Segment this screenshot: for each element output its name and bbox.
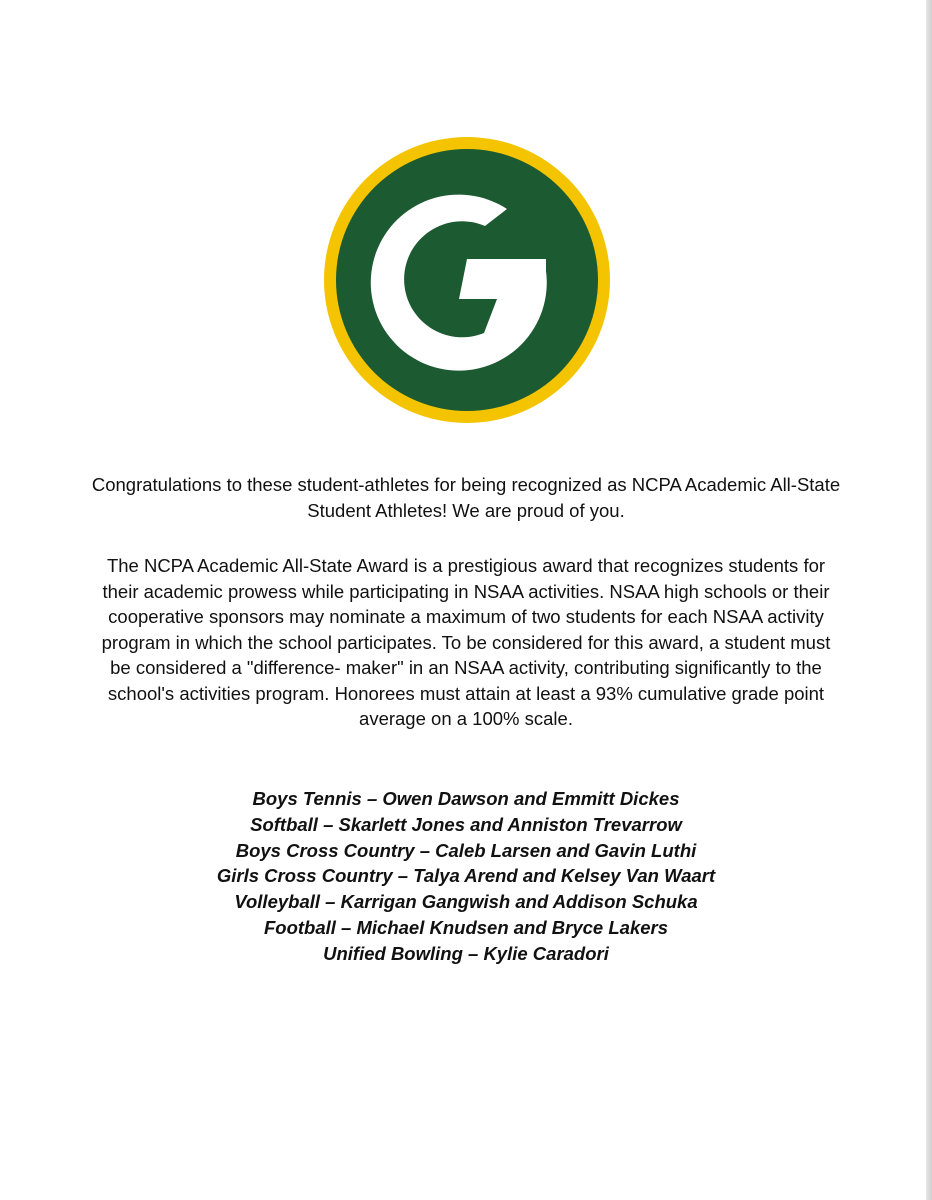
g-logo-icon (324, 137, 610, 423)
page-edge-divider (926, 0, 932, 1200)
list-item: Boys Cross Country – Caleb Larsen and Gavin Luthi (235, 839, 697, 861)
description-text: The NCPA Academic All-State Award is a prestigious award that recognizes students for their academic prowess while participating in NSAA activities. NSAA high schools or their cooperative sponsors may nominate a maximum of two students for each NSAA activity program in which the school participates. To be considered for this award, a student must be considered a "difference- maker" in an NSAA activity, contributing significantly to the school's activities program. Honorees must attain at least a 93% cumulative grade point average on a 100% scale. (101, 555, 831, 729)
intro-paragraph (60, 472, 872, 523)
school-logo (324, 137, 610, 423)
list-item: Volleyball – Karrigan Gangwish and Addison Schuka (234, 891, 698, 913)
list-item: Football – Michael Knudsen and Bryce Lakers (263, 916, 669, 938)
list-item: Girls Cross Country – Talya Arend and Kelsey Van Waart (216, 865, 716, 887)
honoree-list (60, 786, 872, 967)
list-item: Boys Tennis – Owen Dawson and Emmitt Dickes (252, 788, 680, 809)
list-item: Unified Bowling – Kylie Caradori (323, 942, 609, 964)
list-item: Softball – Skarlett Jones and Anniston Trevarrow (250, 813, 682, 835)
award-description (98, 553, 834, 732)
intro-text: Congratulations to these student-athletes for being recognized as NCPA Academic All-State Student Athletes! We are proud of you. (91, 474, 841, 521)
